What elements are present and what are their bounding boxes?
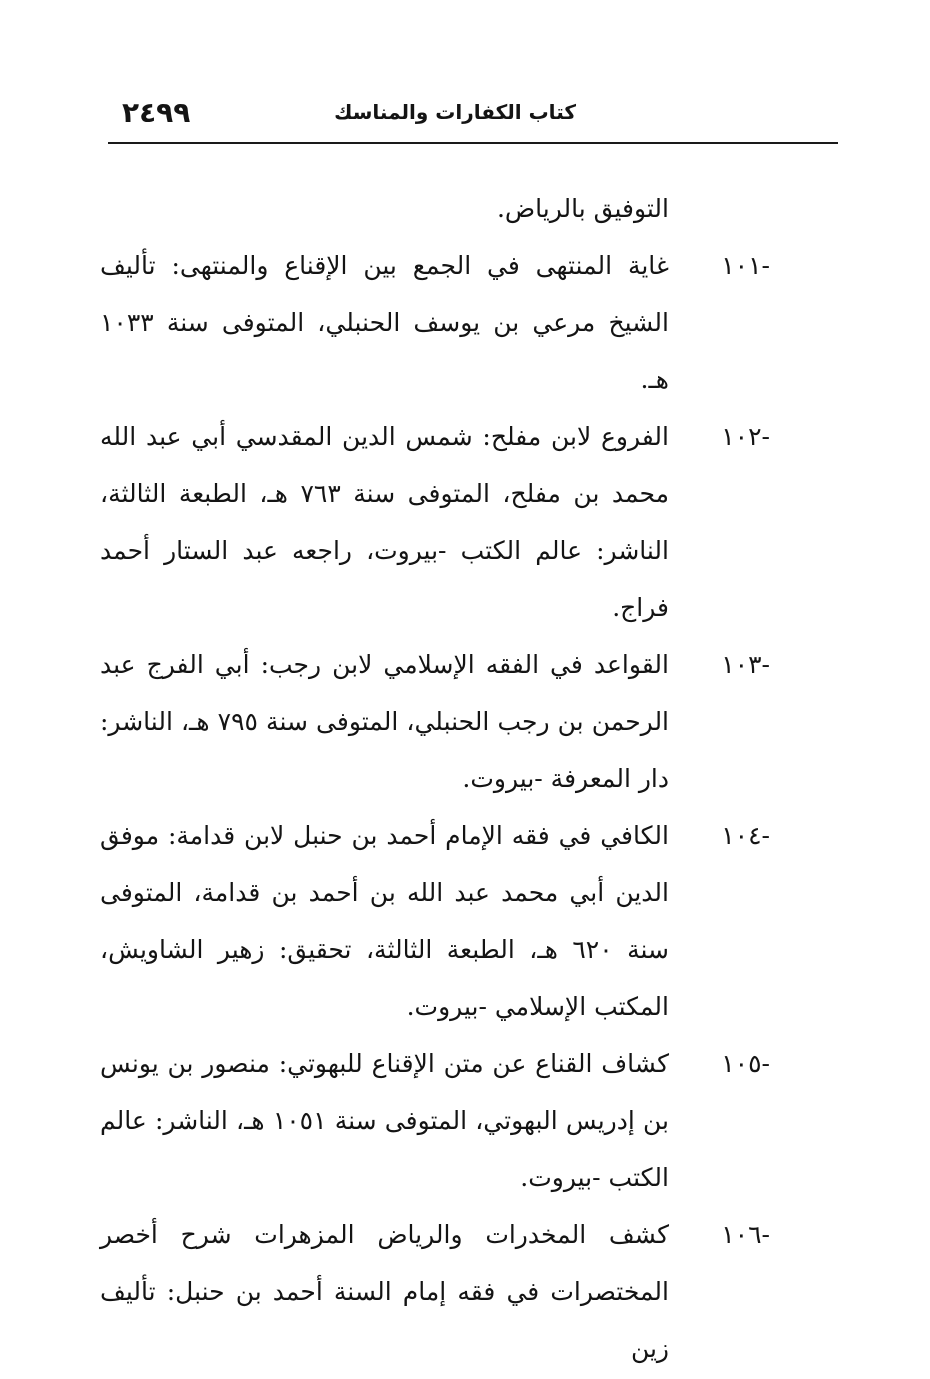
entry-number: -١٠٢	[721, 422, 770, 451]
bibliography-list	[100, 180, 770, 1377]
entry-number: -١٠٣	[721, 650, 770, 679]
header-rule	[108, 142, 838, 144]
bibliography-entry	[100, 636, 770, 807]
entry-text: كشاف القناع عن متن الإقناع للبهوتي: منصور بن يونس بن إدريس البهوتي، المتوفى سنة ١٠٥١ هـ، الناشر: عالم الكتب -بيروت.	[100, 1049, 669, 1192]
entry-text: الكافي في فقه الإمام أحمد بن حنبل لابن قدامة: موفق الدين أبي محمد عبد الله بن أحمد بن قدامة، المتوفى سنة ٦٢٠ هـ، الطبعة الثالثة، تحقيق: زهير الشاويش، المكتب الإسلامي -بيروت.	[100, 821, 669, 1021]
bibliography-entry	[100, 237, 770, 408]
page-number: ٢٤٩٩	[122, 96, 191, 129]
entry-text: القواعد في الفقه الإسلامي لابن رجب: أبي الفرج عبد الرحمن بن رجب الحنبلي، المتوفى سنة ٧٩٥ هـ، الناشر: دار المعرفة -بيروت.	[100, 650, 670, 793]
entry-number: -١٠٥	[721, 1049, 770, 1078]
bibliography-entry	[100, 807, 770, 1035]
bibliography-entry	[100, 1206, 770, 1377]
page-header	[108, 92, 838, 144]
running-title: كتاب الكفارات والمناسك	[334, 100, 576, 124]
entry-number: -١٠١	[721, 251, 770, 280]
entry-text: غاية المنتهى في الجمع بين الإقناع والمنتهى: تأليف الشيخ مرعي بن يوسف الحنبلي، المتوفى سنة ١٠٣٣ هـ.	[100, 251, 669, 394]
bibliography-entry	[100, 1035, 770, 1206]
bibliography-entry	[100, 408, 770, 636]
entry-number: -١٠٤	[721, 821, 770, 850]
entry-number: -١٠٦	[721, 1220, 770, 1249]
entry-text: كشف المخدرات والرياض المزهرات شرح أخصر المختصرات في فقه إمام السنة أحمد بن حنبل: تأليف زين	[100, 1220, 669, 1363]
continuation-text: التوفيق بالرياض.	[496, 194, 669, 223]
entry-text: الفروع لابن مفلح: شمس الدين المقدسي أبي عبد الله محمد بن مفلح، المتوفى سنة ٧٦٣ هـ، الطبعة الثالثة، الناشر: عالم الكتب -بيروت، راجعه عبد الستار أحمد فراج.	[100, 422, 669, 622]
